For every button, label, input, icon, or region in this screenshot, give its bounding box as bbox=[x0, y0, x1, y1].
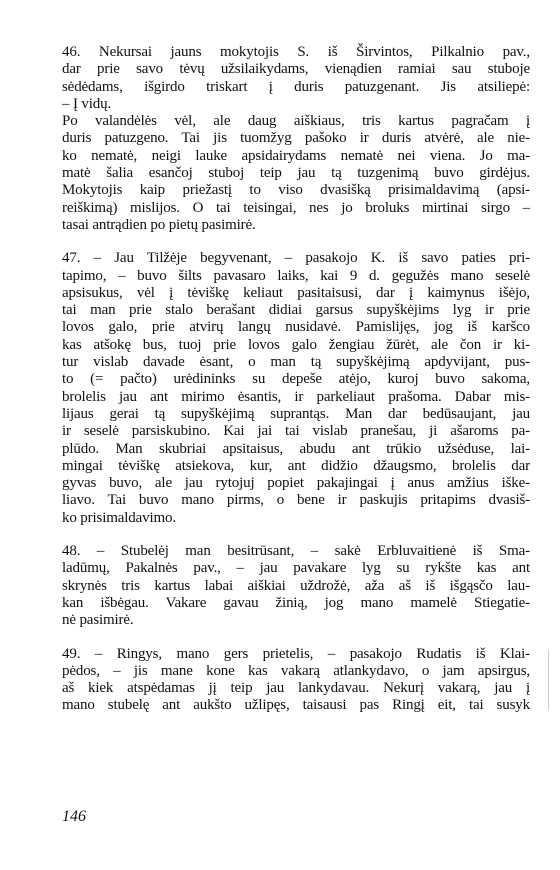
paragraph-spacer bbox=[62, 234, 530, 250]
text-line: mingai tėviškę atsiekova, kur, ant didžio džaugsmo, brolelis dar bbox=[62, 457, 530, 474]
page-number: 146 bbox=[62, 808, 86, 825]
text-line: nė pasimirė. bbox=[62, 612, 134, 629]
paragraph-spacer bbox=[62, 630, 530, 646]
scan-edge-mark bbox=[548, 650, 549, 710]
paragraph-46 bbox=[62, 44, 530, 113]
text-line: mano stubelę ant aukšto užlipęs, taisausi pas Ringį eit, tai susyk bbox=[62, 697, 530, 714]
text-line: sėdėdams, išgirdo triskart į duris patuzgenant. Jis atsiliepė: bbox=[62, 78, 530, 95]
text-line: reiškimą) mislijos. O tai teisingai, nes jo broluks mirtinai sirgo – bbox=[62, 199, 530, 216]
paragraph-46-continued bbox=[62, 113, 530, 234]
text-line: 48. – Stubelėj man besitrūsant, – sakė Erbluvaitienė iš Sma- bbox=[62, 543, 530, 560]
page-body bbox=[62, 44, 530, 715]
text-line: matė šalia esančoj stuboj teip jau tą tuzgenimą buvo girdėjus. bbox=[62, 165, 530, 182]
text-line: Mokytojis kaip priežastį to viso dvasišką prisimaldavimą (apsi- bbox=[62, 182, 530, 199]
text-line: tur vislab davade ėsant, o man tą supyškėjimą apdyvijant, pus- bbox=[62, 354, 530, 371]
text-line: lovos galo, prie atvirų langų nusidavė. Pamislijęs, jog iš karšco bbox=[62, 319, 530, 336]
text-line: – Į vidų. bbox=[62, 95, 112, 112]
text-line: ladūmų, Pakalnės pav., – jau pavakare lyg su rykšte kas ant bbox=[62, 560, 530, 577]
paragraph-49 bbox=[62, 646, 530, 715]
text-line: tai man prie stalo berašant didiai garsus supyškėjims lyg ir prie bbox=[62, 302, 530, 319]
text-line: gyvas buvo, ale jau rytojuj popiet pakajingai į anus amžius iške- bbox=[62, 475, 530, 492]
text-line: kas atšokę bus, tuoj prie lovos galo žengiau žūrėt, ale čon ir ki- bbox=[62, 336, 530, 353]
text-line: pėdos, – jis mane kone kas vakarą atlankydavo, o jam apsirgus, bbox=[62, 662, 530, 679]
text-line: apsisukus, vėl į tėviškę keliaut pasitaisusi, dar į kaimynus išėjo, bbox=[62, 284, 530, 301]
text-line: tapimo, – buvo šilts pavasaro laiks, kai 9 d. gegužės mano seselė bbox=[62, 267, 530, 284]
paragraph-48 bbox=[62, 543, 530, 629]
paragraph-spacer bbox=[62, 527, 530, 543]
text-line: liavo. Tai buvo mano pirms, o bene ir paskujis pritapims dvasiš- bbox=[62, 492, 530, 509]
text-line: ko prisimaldavimo. bbox=[62, 509, 176, 526]
text-line: duris patuzgeno. Tai jis tuomžyg pašoko ir duris atvėrė, ale nie- bbox=[62, 130, 530, 147]
text-line: plūdo. Man skubriai apsitaisus, abudu ant trūkio užsėduse, lai- bbox=[62, 440, 530, 457]
text-line: skrynės tris kartus labai aiškiai uždrožė, aža aš iš išgąsčo lau- bbox=[62, 577, 530, 594]
paragraph-47 bbox=[62, 250, 530, 527]
text-line: lijaus gerai tą supyškėjimą suprantąs. Man dar bedūsaujant, jau bbox=[62, 405, 530, 422]
text-line: 47. – Jau Tilžėje begyvenant, – pasakojo K. iš savo paties pri- bbox=[62, 250, 530, 267]
text-line: ir seselė parsiskubino. Kai jai tai vislab pranešau, ji ašaroms pa- bbox=[62, 423, 530, 440]
text-line: aš kiek atspėdamas jį teip jau lankydavau. Nekurį vakarą, jau į bbox=[62, 680, 530, 697]
text-line: 49. – Ringys, mano gers prietelis, – pasakojo Rudatis iš Klai- bbox=[62, 645, 530, 662]
text-line: brolelis jau ant mirimo ėsantis, ir parkeliaut prašoma. Dabar mis- bbox=[62, 388, 530, 405]
text-line: to (= pačto) urėdininks su depeše atėjo, kuroj buvo sakoma, bbox=[62, 371, 530, 388]
text-line: 46. Nekursai jauns mokytojis S. iš Širvintos, Pilkalnio pav., bbox=[62, 44, 530, 60]
text-line: tasai antrądien po pietų pasimirė. bbox=[62, 216, 256, 233]
text-line: ko nematė, neigi lauke apsidairydams nematė nei viena. Jo ma- bbox=[62, 147, 530, 164]
text-line: kan išbėgau. Vakare gavau žinią, jog mano mamelė Stiegatie- bbox=[62, 594, 530, 611]
text-line: Po valandėlės vėl, ale daug aiškiaus, tris kartus pagračam į bbox=[62, 113, 530, 130]
text-line: dar prie savo tėvų užsilaikydams, vienądien ramiai sau stuboje bbox=[62, 61, 530, 78]
